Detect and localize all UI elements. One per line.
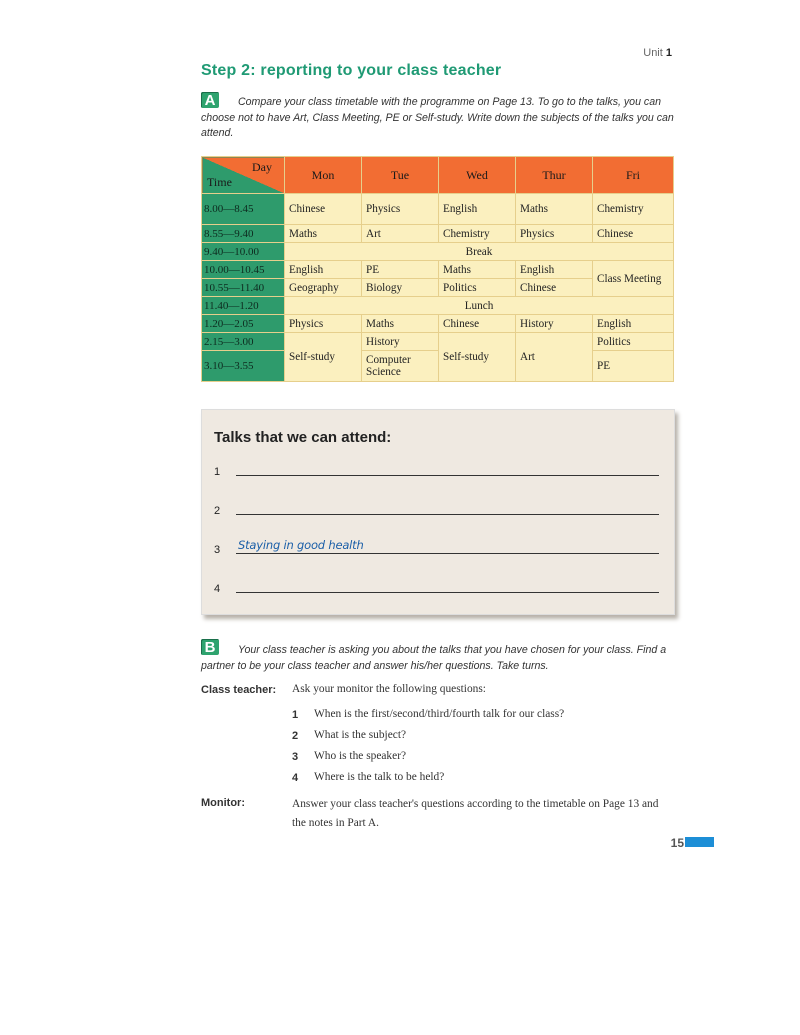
part-b-instruction: Your class teacher is asking you about the talks that you have chosen for your class. Find a partner to be your class teacher and answer his/her questions. Take turns. — [201, 644, 667, 672]
break-cell: Break — [285, 243, 674, 261]
time-cell: 8.55—9.40 — [202, 225, 285, 243]
subject-cell: PE — [593, 351, 674, 382]
lunch-cell: Lunch — [285, 297, 674, 315]
question-number: 3 — [292, 751, 299, 763]
subject-cell: Art — [516, 333, 593, 382]
class-teacher-role: Class teacher: — [201, 684, 277, 696]
time-cell: 2.15—3.00 — [202, 333, 285, 351]
subject-cell: Chemistry — [593, 194, 674, 225]
monitor-role: Monitor: — [201, 797, 245, 809]
talk-answer-field[interactable] — [236, 459, 659, 476]
subject-cell: English — [285, 261, 362, 279]
subject-cell: Maths — [362, 315, 439, 333]
subject-cell: History — [516, 315, 593, 333]
talk-number: 2 — [214, 505, 221, 517]
subject-cell: Politics — [593, 333, 674, 351]
time-cell: 8.00—8.45 — [202, 194, 285, 225]
day-header: Wed — [439, 157, 516, 194]
subject-cell: Biology — [362, 279, 439, 297]
subject-cell: Physics — [516, 225, 593, 243]
talk-answer-row — [214, 460, 659, 478]
subject-cell: Geography — [285, 279, 362, 297]
subject-cell: Self-study — [285, 333, 362, 382]
day-header: Thur — [516, 157, 593, 194]
class-timetable — [201, 156, 674, 382]
subject-cell: Self-study — [439, 333, 516, 382]
subject-cell: Chinese — [516, 279, 593, 297]
unit-label: Unit 1 — [643, 47, 672, 59]
subject-cell: Class Meeting — [593, 261, 674, 297]
day-header: Fri — [593, 157, 674, 194]
time-cell: 3.10—3.55 — [202, 351, 285, 382]
subject-cell: English — [593, 315, 674, 333]
subject-cell: Art — [362, 225, 439, 243]
question-text: Who is the speaker? — [314, 750, 407, 762]
subject-cell: Chinese — [439, 315, 516, 333]
unit-number: 1 — [665, 47, 672, 59]
talk-answer-row — [214, 499, 659, 517]
part-b-badge: B — [201, 639, 219, 655]
talk-answer-field[interactable] — [236, 498, 659, 515]
subject-cell: Computer Science — [362, 351, 439, 382]
question-text: When is the first/second/third/fourth talk for our class? — [314, 708, 565, 720]
talk-number: 3 — [214, 544, 221, 556]
subject-cell: Maths — [285, 225, 362, 243]
subject-cell: Physics — [285, 315, 362, 333]
page-accent-bar — [685, 837, 714, 847]
class-teacher-text: Ask your monitor the following questions: — [292, 683, 486, 695]
talk-answer-field[interactable] — [236, 576, 659, 593]
talks-box — [201, 409, 675, 615]
part-a-badge: A — [201, 92, 219, 108]
subject-cell: PE — [362, 261, 439, 279]
subject-cell: History — [362, 333, 439, 351]
talks-title: Talks that we can attend: — [214, 429, 392, 446]
handwritten-answer: Staying in good health — [238, 538, 364, 552]
talk-answer-field[interactable] — [236, 537, 659, 554]
time-cell: 10.55—11.40 — [202, 279, 285, 297]
subject-cell: English — [439, 194, 516, 225]
question-number: 1 — [292, 709, 299, 721]
talk-answer-row — [214, 538, 659, 556]
part-a-instruction: Compare your class timetable with the programme on Page 13. To go to the talks, you can choose not to have Art, Class Meeting, PE or Self-study. Write down the subjects of the talks you can attend. — [201, 96, 674, 139]
page-number: 15 — [670, 836, 684, 850]
subject-cell: Politics — [439, 279, 516, 297]
subject-cell: English — [516, 261, 593, 279]
time-cell: 9.40—10.00 — [202, 243, 285, 261]
day-header: Mon — [285, 157, 362, 194]
monitor-text: Answer your class teacher's questions according to the timetable on Page 13 and the notes in Part A. — [292, 798, 659, 829]
talk-number: 4 — [214, 583, 221, 595]
subject-cell: Maths — [439, 261, 516, 279]
talk-answer-row — [214, 577, 659, 595]
time-cell: 1.20—2.05 — [202, 315, 285, 333]
timetable-corner: Day Time — [202, 157, 285, 194]
day-header: Tue — [362, 157, 439, 194]
subject-cell: Chinese — [285, 194, 362, 225]
question-number: 4 — [292, 772, 299, 784]
subject-cell: Chemistry — [439, 225, 516, 243]
question-text: Where is the talk to be held? — [314, 771, 445, 783]
talk-number: 1 — [214, 466, 221, 478]
time-cell: 11.40—1.20 — [202, 297, 285, 315]
subject-cell: Maths — [516, 194, 593, 225]
question-number: 2 — [292, 730, 299, 742]
subject-cell: Physics — [362, 194, 439, 225]
time-cell: 10.00—10.45 — [202, 261, 285, 279]
step-title: Step 2: reporting to your class teacher — [201, 62, 502, 79]
question-text: What is the subject? — [314, 729, 407, 741]
subject-cell: Chinese — [593, 225, 674, 243]
